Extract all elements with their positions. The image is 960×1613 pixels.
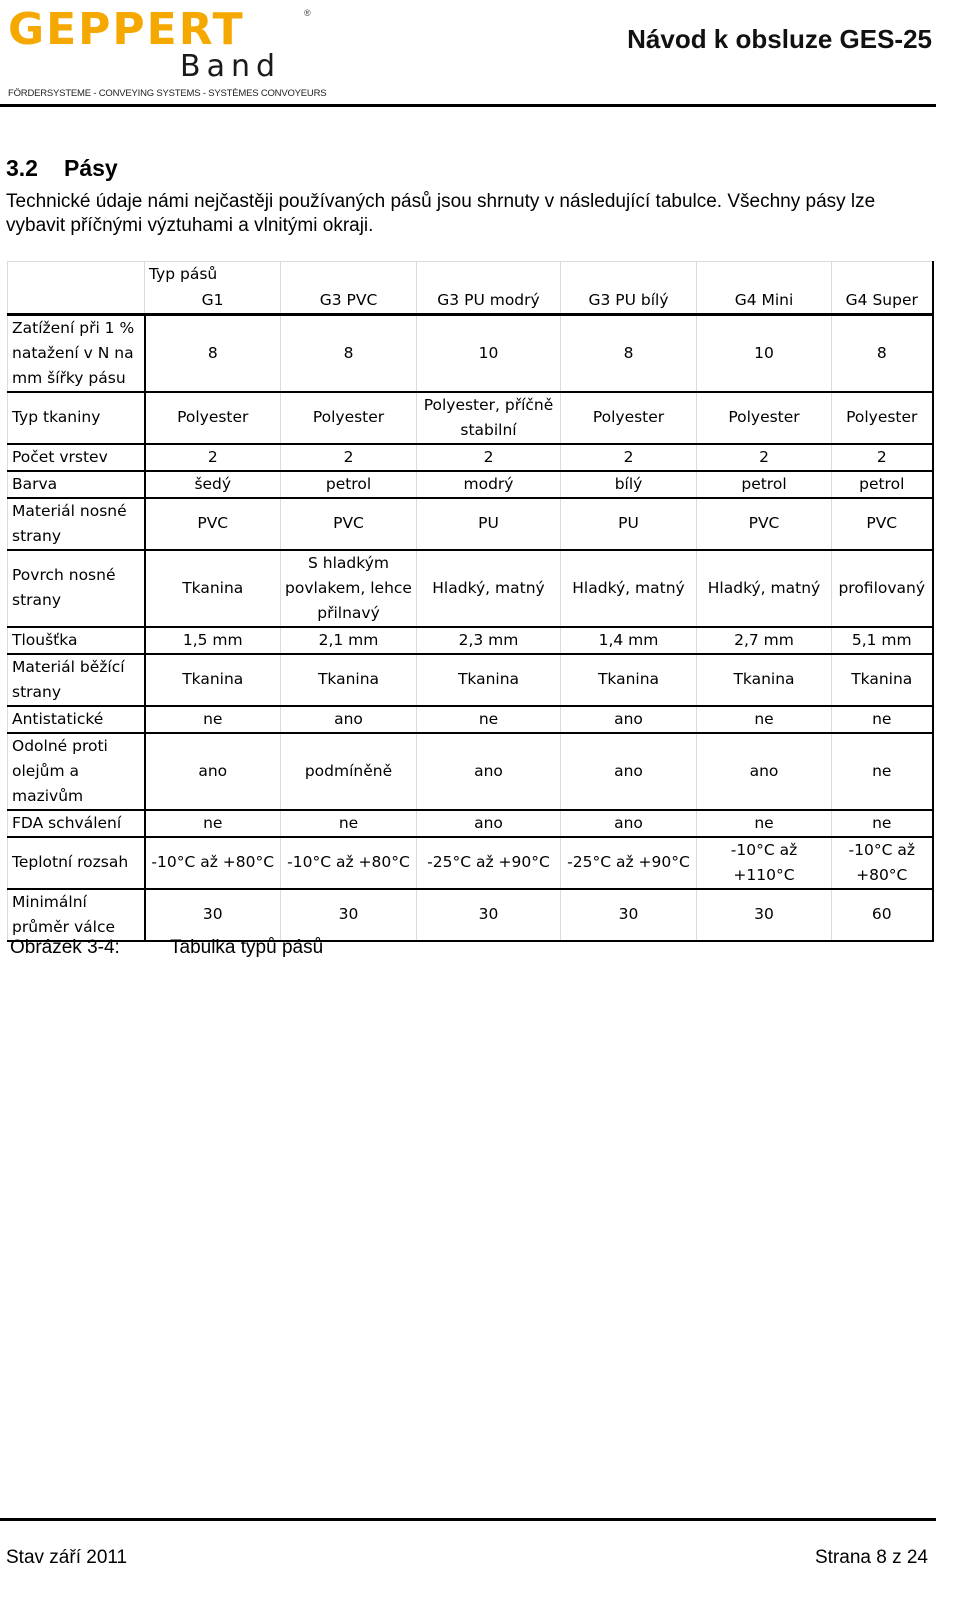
table-cell: podmíněně bbox=[281, 733, 417, 810]
table-cell: Polyester bbox=[561, 392, 697, 444]
table-cell: 2,3 mm bbox=[417, 627, 561, 654]
row-label: Počet vrstev bbox=[8, 444, 145, 471]
table-cell: Hladký, matný bbox=[697, 550, 832, 627]
table-cell: ano bbox=[697, 733, 832, 810]
table-cell: Polyester, příčně stabilní bbox=[417, 392, 561, 444]
geppert-band-logo bbox=[8, 4, 327, 99]
table-cell: ne bbox=[832, 810, 933, 837]
column-header: G3 PU bílý bbox=[561, 288, 697, 315]
footer-page-number: Strana 8 z 24 bbox=[814, 1547, 928, 1568]
table-cell: ano bbox=[417, 733, 561, 810]
table-cell: 8 bbox=[281, 314, 417, 392]
table-cell: petrol bbox=[697, 471, 832, 498]
table-cell: 8 bbox=[561, 314, 697, 392]
table-row bbox=[8, 471, 933, 498]
table-cell: 2 bbox=[832, 444, 933, 471]
table-cell: 2 bbox=[697, 444, 832, 471]
table-cell: Polyester bbox=[697, 392, 832, 444]
table-cell: 30 bbox=[561, 889, 697, 941]
table-cell: ne bbox=[417, 706, 561, 733]
table-cell: 60 bbox=[832, 889, 933, 941]
column-header: G4 Super bbox=[832, 288, 933, 315]
table-row bbox=[8, 314, 933, 392]
row-label: Tloušťka bbox=[8, 627, 145, 654]
table-cell: Tkanina bbox=[697, 654, 832, 706]
table-cell: Polyester bbox=[145, 392, 281, 444]
table-cell: Tkanina bbox=[417, 654, 561, 706]
corner-cell bbox=[8, 262, 145, 288]
table-cell: 1,5 mm bbox=[145, 627, 281, 654]
table-cell: 2 bbox=[145, 444, 281, 471]
table-cell: PU bbox=[561, 498, 697, 550]
table-row bbox=[8, 837, 933, 889]
table-cell: Tkanina bbox=[281, 654, 417, 706]
table-cell: ne bbox=[832, 733, 933, 810]
column-header: G4 Mini bbox=[697, 288, 832, 315]
table-cell: ne bbox=[697, 706, 832, 733]
table-cell: Hladký, matný bbox=[417, 550, 561, 627]
section-intro: Technické údaje námi nejčastěji používaných pásů jsou shrnuty v následující tabulce. Všechny pásy lze vybavit příčnými výztuhami a vlnitými okraji. bbox=[6, 191, 876, 236]
caption-number: Obrázek 3-4: bbox=[10, 937, 120, 958]
table-row bbox=[8, 733, 933, 810]
table-row bbox=[8, 627, 933, 654]
table-cell: 2 bbox=[561, 444, 697, 471]
table-row bbox=[8, 392, 933, 444]
table-row bbox=[8, 810, 933, 837]
table-cell: 30 bbox=[281, 889, 417, 941]
table-cell: 2,1 mm bbox=[281, 627, 417, 654]
section-heading bbox=[6, 155, 118, 182]
row-label: Typ tkaniny bbox=[8, 392, 145, 444]
table-cell: 10 bbox=[697, 314, 832, 392]
table-column-header-row bbox=[8, 288, 933, 315]
section-number: 3.2 bbox=[6, 155, 38, 181]
table-cell: ne bbox=[145, 810, 281, 837]
table-cell: PU bbox=[417, 498, 561, 550]
table-cell: PVC bbox=[281, 498, 417, 550]
table-cell: -10°C až +80°C bbox=[281, 837, 417, 889]
row-label: Barva bbox=[8, 471, 145, 498]
table-cell: -25°C až +90°C bbox=[417, 837, 561, 889]
column-header: G3 PVC bbox=[281, 288, 417, 315]
table-cell: Tkanina bbox=[561, 654, 697, 706]
table-cell: ano bbox=[417, 810, 561, 837]
row-label: Teplotní rozsah bbox=[8, 837, 145, 889]
table-cell: Polyester bbox=[281, 392, 417, 444]
caption-text: Tabulka typů pásů bbox=[170, 937, 324, 958]
row-label: Odolné proti olejům a mazivům bbox=[8, 733, 145, 810]
table-row bbox=[8, 550, 933, 627]
table-cell: PVC bbox=[145, 498, 281, 550]
table-cell: ano bbox=[561, 706, 697, 733]
document-title: Návod k obsluze GES-25 bbox=[627, 24, 932, 54]
belt-types-table bbox=[7, 261, 934, 942]
table-cell: 5,1 mm bbox=[832, 627, 933, 654]
table-cell: 1,4 mm bbox=[561, 627, 697, 654]
table-row bbox=[8, 444, 933, 471]
row-label: Minimální průměr válce bbox=[8, 889, 145, 941]
table-group-header-row bbox=[8, 262, 933, 288]
table-row bbox=[8, 889, 933, 941]
page-header bbox=[0, 0, 960, 110]
table-cell: -10°C až +110°C bbox=[697, 837, 832, 889]
table-cell: PVC bbox=[697, 498, 832, 550]
group-header-cell: Typ pásů bbox=[145, 262, 281, 288]
table-cell: ne bbox=[281, 810, 417, 837]
logo-registered-mark: ® bbox=[304, 8, 311, 18]
logo-wordmark: GEPPERT bbox=[8, 4, 245, 55]
table-cell: Tkanina bbox=[145, 550, 281, 627]
table-cell: profilovaný bbox=[832, 550, 933, 627]
table-cell: ano bbox=[561, 733, 697, 810]
table-cell: Tkanina bbox=[145, 654, 281, 706]
logo-tagline: FÖRDERSYSTEME - CONVEYING SYSTEMS - SYSTÈMES CONVOYEURS bbox=[8, 88, 327, 99]
table-row bbox=[8, 498, 933, 550]
table-cell: Hladký, matný bbox=[561, 550, 697, 627]
table-cell: šedý bbox=[145, 471, 281, 498]
table-cell: ano bbox=[561, 810, 697, 837]
footer-divider bbox=[0, 1518, 936, 1521]
section-title: Pásy bbox=[64, 155, 118, 181]
table-cell: ne bbox=[145, 706, 281, 733]
table-cell: 8 bbox=[145, 314, 281, 392]
row-label: Materiál nosné strany bbox=[8, 498, 145, 550]
row-label: Antistatické bbox=[8, 706, 145, 733]
table-cell: S hladkým povlakem, lehce přilnavý bbox=[281, 550, 417, 627]
table-cell: bílý bbox=[561, 471, 697, 498]
table-row bbox=[8, 654, 933, 706]
row-label: Povrch nosné strany bbox=[8, 550, 145, 627]
row-label: FDA schválení bbox=[8, 810, 145, 837]
table-cell: 8 bbox=[832, 314, 933, 392]
belt-types-table-container bbox=[7, 261, 932, 942]
table-cell: ne bbox=[832, 706, 933, 733]
header-divider bbox=[0, 104, 936, 107]
table-cell: ano bbox=[145, 733, 281, 810]
table-cell: 10 bbox=[417, 314, 561, 392]
table-row bbox=[8, 706, 933, 733]
table-cell: 30 bbox=[697, 889, 832, 941]
table-cell: Tkanina bbox=[832, 654, 933, 706]
table-cell: 30 bbox=[145, 889, 281, 941]
column-header: G1 bbox=[145, 288, 281, 315]
table-cell: -10°C až +80°C bbox=[832, 837, 933, 889]
table-cell: petrol bbox=[832, 471, 933, 498]
table-cell: ne bbox=[697, 810, 832, 837]
table-cell: modrý bbox=[417, 471, 561, 498]
row-label: Zatížení při 1 % natažení v N na mm šířky pásu bbox=[8, 314, 145, 392]
table-cell: -25°C až +90°C bbox=[561, 837, 697, 889]
table-cell: 2,7 mm bbox=[697, 627, 832, 654]
table-caption bbox=[10, 937, 323, 959]
column-header: G3 PU modrý bbox=[417, 288, 561, 315]
table-cell: 2 bbox=[417, 444, 561, 471]
logo-band-text: Band bbox=[180, 49, 282, 84]
row-label: Materiál běžící strany bbox=[8, 654, 145, 706]
footer-date: Stav září 2011 bbox=[6, 1547, 128, 1568]
table-cell: ano bbox=[281, 706, 417, 733]
table-cell: -10°C až +80°C bbox=[145, 837, 281, 889]
table-cell: PVC bbox=[832, 498, 933, 550]
table-cell: petrol bbox=[281, 471, 417, 498]
table-cell: 2 bbox=[281, 444, 417, 471]
table-cell: Polyester bbox=[832, 392, 933, 444]
table-cell: 30 bbox=[417, 889, 561, 941]
